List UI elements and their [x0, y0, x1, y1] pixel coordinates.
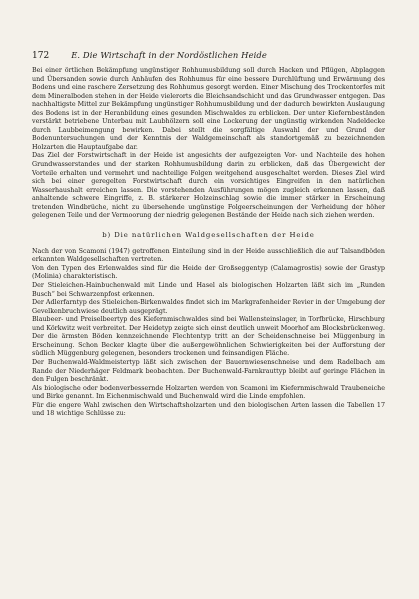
- running-title: E. Die Wirtschaft in der Nordöstlichen Heide: [71, 50, 267, 60]
- paragraph: Von den Typen des Erlenwaldes sind für die Heide der Großseggentyp (Calamagrostis) sowie der Grastyp (Molinia) charakteristisch.: [32, 264, 385, 281]
- section-heading: [32, 231, 385, 239]
- section-title: Die natürlichen Waldgesellschaften der Heide: [114, 230, 315, 239]
- paragraph: Blaubeer- und Preiselbeertyp des Kiefernmischwaldes sind bei Wallensteinslager, in Torfbrücke, Hirschburg und Körkwitz weit verbreitet. Der Heidetyp zeigte sich einst deutlich unweit Moorhof am Blocksbrückenweg. Der die ärmsten Böden kennzeichnende Flechtentyp tritt an der Scheidenschneise bei Müggenburg in Erscheinung. Schon Becker klagte über die außergewöhnlichen Schwierigkeiten bei der Aufforstung der südlich Müggenburg gelegenen, besonders trockenen und feinsandigen Fläche.: [32, 316, 385, 358]
- paragraph: Der Buchenwald-Waldmeistertyp läßt sich zwischen der Bauernwiesenschneise und dem Radelbach am Rande der Niederhäger Feldmark beobachten. Der Buchenwald-Farnkrauttyp bleibt auf geringe Flächen in den Fulgen beschränkt.: [32, 358, 385, 384]
- section-prefix: b): [102, 230, 115, 239]
- body-text-bottom: [32, 248, 385, 419]
- paragraph: Das Ziel der Forstwirtschaft in der Heide ist angesichts der aufgezeigten Vor- und Nachteile des hohen Grundwasserstandes und der starken Rohhumusbildung darin zu erblicken, daß das Übergewicht der Vorteile erhalten und vermehrt und nachteilige Folgen weitgehend ausgeschaltet werden. Dieses Ziel wird sich bei einer geregelten Forstwirtschaft durch ein vorsichtiges Eingreifen in den natürlichen Wasserhaushalt erreichen lassen. Die vorstehenden Ausführungen mögen zugleich erkennen lassen, daß anhaltende schwere Eingriffe, z. B. stärkerer Holzeinschlag sowie die immer stärker in Erscheinung tretenden Windbrüche, nicht zu übersehende ungünstige Folgeerscheinungen der Verheidung der höher gelegenen Teile und der Vermoorung der niedrig gelegenen Bestände der Heide nach sich ziehen werden.: [32, 152, 385, 220]
- paragraph: Der Stieleichen-Hainbuchenwald mit Linde und Hasel als biologischen Holzarten läßt sich im „Runden Busch“ bei Schwarzenpfost erkennen.: [32, 282, 385, 298]
- paragraph: Als biologische oder bodenverbessernde Holzarten werden von Scamoni im Kiefernmischwald Traubeneiche und Birke genannt. Im Eichenmischwald und Buchenwald wird die Linde empfohlen.: [32, 384, 385, 401]
- paragraph: Für die engere Wahl zwischen den Wirtschaftsholzarten und den biologischen Arten lassen die Tabellen 17 und 18 wichtige Schlüsse zu:: [32, 401, 385, 418]
- page-number: 172: [32, 51, 50, 61]
- paragraph: Der Adlerfarntyp des Stieleichen-Birkenwaldes findet sich im Markgrafenheider Revier in der Umgebung der Gevelkenbruchwiese deutlich ausgeprägt.: [32, 299, 385, 315]
- paragraph: Nach der von Scamoni (1947) getroffenen Einteilung sind in der Heide ausschließlich die auf Talsandböden erkannten Waldgesellschaften vertreten.: [32, 247, 385, 264]
- page-header: [32, 50, 385, 61]
- body-text-top: [32, 67, 385, 221]
- paragraph: Bei einer örtlichen Bekämpfung ungünstiger Rohhumusbildung soll durch Hacken und Pflügen, Abplaggen und Übersanden sowie durch Anhäufen des Rohhumus für eine bessere Durchlüftung und Erwärmung des Bodens und eine raschere Zersetzung des Rohhumus gesorgt werden. Einer Mischung des Trockentorfes mit dem Mineralboden stehen in der Heide vielerorts die Bleichsandschicht und das Grundwasser entgegen. Das nachhaltigste Mittel zur Bekämpfung ungünstiger Rohhumusbildung und der dadurch bewirkten Auslaugung des Bodens ist in der Heranbildung eines gesunden Mischwaldes zu erblicken. Der unter Kiefernbeständen verstärkt betriebene Unterbau mit Laubhölzern soll eine Lockerung der ungünstig wirkenden Nadeldecke durch Laubbeimengung bewirken. Dabei stellt die sorgfältige Auswahl der und Grund der Bodenuntersuchungen und der Kenntnis der Waldgemeinschaft als standortgemäß zu bezeichnenden Holzarten die Hauptaufgabe dar.: [32, 67, 385, 151]
